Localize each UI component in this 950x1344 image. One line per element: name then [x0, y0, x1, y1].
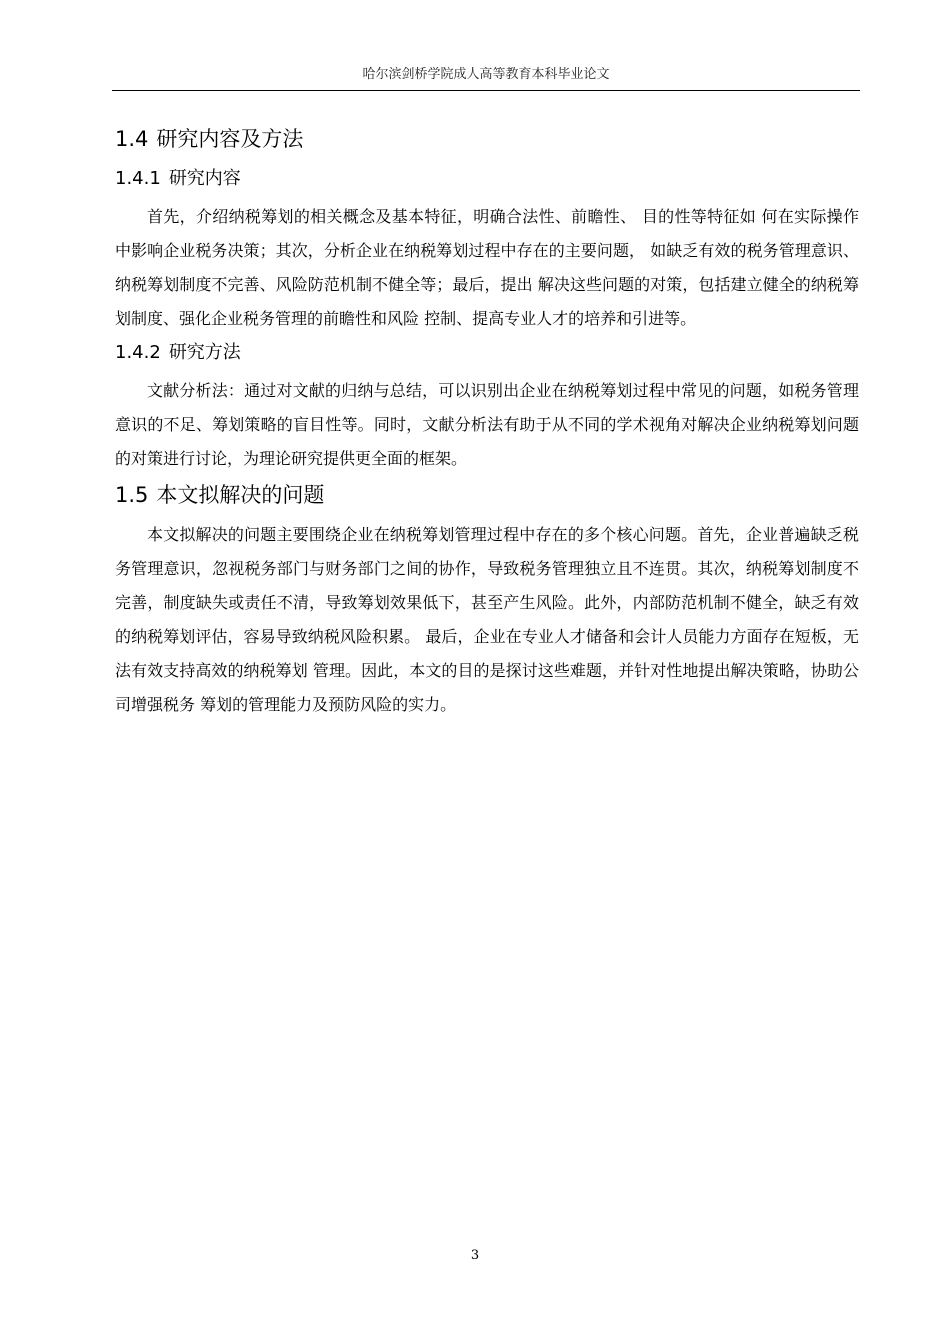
- section-title: 研究方法: [168, 342, 241, 363]
- paragraph-problems: 本文拟解决的问题主要围绕企业在纳税筹划管理过程中存在的多个核心问题。首先，企业普遍缺乏税务管理意识，忽视税务部门与财务部门之间的协作，导致税务管理独立且不连贯。其次，纳税筹划制度不完善，制度缺失或责任不清，导致筹划效果低下，甚至产生风险。此外，内部防范机制不健全，缺乏有效的纳税筹划评估，容易导致纳税风险积累。 最后，企业在专业人才储备和会计人员能力方面存在短板，无法有效支持高效的纳税筹划 管理。因此，本文的目的是探讨这些难题，并针对性地提出解决策略，协助公司增强税务 筹划的管理能力及预防风险的实力。: [115, 525, 859, 714]
- section-number: 1.4.2: [115, 342, 161, 363]
- section-heading-1-4-1: [115, 162, 859, 196]
- section-heading-1-4-2: [115, 336, 859, 370]
- section-title: 研究内容及方法: [156, 127, 304, 151]
- section-number: 1.4.1: [115, 168, 161, 189]
- section-heading-1-4: [115, 120, 859, 158]
- page-number: 3: [470, 1248, 480, 1263]
- main-content: [115, 120, 859, 722]
- header-title: 哈尔滨剑桥学院成人高等教育本科毕业论文: [362, 67, 610, 82]
- page-header: [112, 64, 860, 91]
- section-number: 1.4: [115, 127, 149, 151]
- paragraph-research-method: 文献分析法：通过对文献的归纳与总结，可以识别出企业在纳税筹划过程中常见的问题，如税务管理意识的不足、筹划策略的盲目性等。同时，文献分析法有助于从不同的学术视角对解决企业纳税筹划问题的对策进行讨论，为理论研究提供更全面的框架。: [115, 381, 859, 468]
- section-number: 1.5: [115, 483, 149, 507]
- section-heading-1-5: [115, 476, 859, 514]
- section-title: 本文拟解决的问题: [156, 483, 325, 507]
- paragraph-research-content: 首先，介绍纳税筹划的相关概念及基本特征，明确合法性、前瞻性、 目的性等特征如 何在实际操作中影响企业税务决策；其次，分析企业在纳税筹划过程中存在的主要问题， 如缺乏有效的税务管理意识、纳税筹划制度不完善、风险防范机制不健全等；最后，提出 解决这些问题的对策，包括建立健全的纳税筹划制度、强化企业税务管理的前瞻性和风险 控制、提高专业人才的培养和引进等。: [115, 207, 859, 328]
- section-title: 研究内容: [168, 168, 241, 189]
